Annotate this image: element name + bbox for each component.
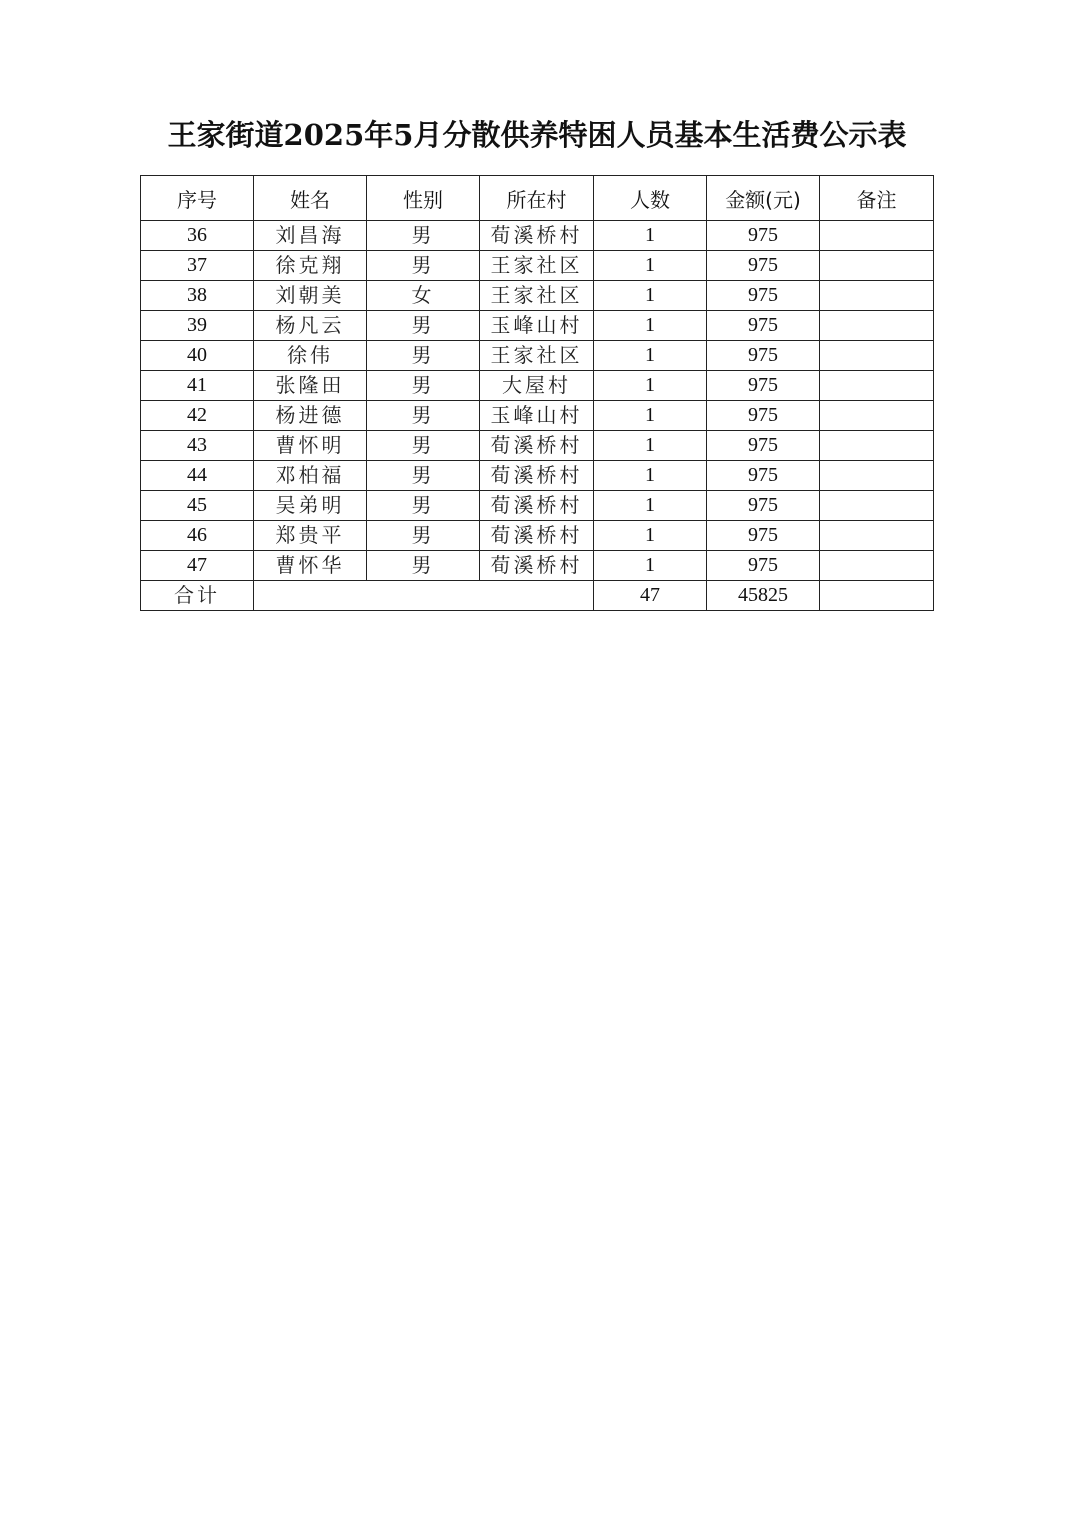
cell-seq: 37	[141, 251, 254, 281]
cell-amount: 975	[707, 311, 820, 341]
cell-amount: 975	[707, 371, 820, 401]
table-header	[141, 176, 934, 221]
table-row	[141, 251, 934, 281]
header-row	[141, 176, 934, 221]
cell-note	[820, 491, 934, 521]
cell-note	[820, 251, 934, 281]
table-row	[141, 551, 934, 581]
table-row	[141, 401, 934, 431]
cell-village: 大屋村	[480, 371, 594, 401]
cell-note	[820, 551, 934, 581]
cell-amount: 975	[707, 251, 820, 281]
cell-count: 1	[594, 461, 707, 491]
header-note: 备注	[820, 176, 934, 221]
cell-gender: 女	[367, 281, 480, 311]
header-village: 所在村	[480, 176, 594, 221]
page-title: 王家街道2025年5月分散供养特困人员基本生活费公示表	[167, 118, 907, 152]
cell-village: 荀溪桥村	[480, 491, 594, 521]
cell-village: 王家社区	[480, 251, 594, 281]
cell-count: 1	[594, 341, 707, 371]
header-count: 人数	[594, 176, 707, 221]
cell-name: 吴弟明	[254, 491, 367, 521]
cell-count: 1	[594, 521, 707, 551]
cell-note	[820, 221, 934, 251]
cell-count: 1	[594, 251, 707, 281]
cell-count: 1	[594, 311, 707, 341]
cell-note	[820, 371, 934, 401]
cell-seq: 42	[141, 401, 254, 431]
cell-note	[820, 311, 934, 341]
cell-note	[820, 431, 934, 461]
cell-village: 荀溪桥村	[480, 551, 594, 581]
cell-note	[820, 341, 934, 371]
cell-gender: 男	[367, 251, 480, 281]
cell-seq: 45	[141, 491, 254, 521]
cell-amount: 975	[707, 491, 820, 521]
cell-seq: 39	[141, 311, 254, 341]
cell-count: 1	[594, 431, 707, 461]
cell-amount: 975	[707, 221, 820, 251]
cell-village: 荀溪桥村	[480, 431, 594, 461]
cell-name: 张隆田	[254, 371, 367, 401]
cell-village: 荀溪桥村	[480, 521, 594, 551]
header-name: 姓名	[254, 176, 367, 221]
cell-seq: 47	[141, 551, 254, 581]
table-footer	[141, 581, 934, 611]
table-row	[141, 371, 934, 401]
cell-seq: 43	[141, 431, 254, 461]
total-blank-cell	[254, 581, 594, 611]
cell-amount: 975	[707, 551, 820, 581]
cell-village: 玉峰山村	[480, 401, 594, 431]
cell-seq: 46	[141, 521, 254, 551]
table-body	[141, 221, 934, 581]
table-row	[141, 281, 934, 311]
table-row	[141, 431, 934, 461]
cell-name: 杨凡云	[254, 311, 367, 341]
cell-note	[820, 461, 934, 491]
cell-gender: 男	[367, 221, 480, 251]
cell-amount: 975	[707, 401, 820, 431]
cell-amount: 975	[707, 431, 820, 461]
cell-gender: 男	[367, 551, 480, 581]
header-seq: 序号	[141, 176, 254, 221]
header-gender: 性别	[367, 176, 480, 221]
total-note	[820, 581, 934, 611]
cell-gender: 男	[367, 341, 480, 371]
table-row	[141, 311, 934, 341]
total-count: 47	[594, 581, 707, 611]
table-row	[141, 521, 934, 551]
cell-amount: 975	[707, 341, 820, 371]
total-amount: 45825	[707, 581, 820, 611]
cell-gender: 男	[367, 371, 480, 401]
cell-count: 1	[594, 401, 707, 431]
table-row	[141, 491, 934, 521]
subsidy-table	[140, 175, 934, 611]
cell-name: 郑贵平	[254, 521, 367, 551]
cell-seq: 38	[141, 281, 254, 311]
cell-name: 徐克翔	[254, 251, 367, 281]
cell-gender: 男	[367, 461, 480, 491]
cell-seq: 36	[141, 221, 254, 251]
cell-count: 1	[594, 281, 707, 311]
header-amount: 金额(元)	[707, 176, 820, 221]
cell-count: 1	[594, 371, 707, 401]
total-label: 合计	[141, 581, 254, 611]
cell-name: 徐伟	[254, 341, 367, 371]
cell-note	[820, 521, 934, 551]
cell-village: 荀溪桥村	[480, 461, 594, 491]
cell-amount: 975	[707, 461, 820, 491]
cell-gender: 男	[367, 521, 480, 551]
cell-name: 邓柏福	[254, 461, 367, 491]
cell-name: 曹怀明	[254, 431, 367, 461]
cell-gender: 男	[367, 491, 480, 521]
cell-name: 杨进德	[254, 401, 367, 431]
cell-gender: 男	[367, 401, 480, 431]
total-row	[141, 581, 934, 611]
cell-amount: 975	[707, 521, 820, 551]
cell-village: 王家社区	[480, 341, 594, 371]
cell-count: 1	[594, 221, 707, 251]
table-row	[141, 221, 934, 251]
cell-seq: 44	[141, 461, 254, 491]
cell-village: 玉峰山村	[480, 311, 594, 341]
cell-village: 荀溪桥村	[480, 221, 594, 251]
cell-count: 1	[594, 551, 707, 581]
cell-seq: 40	[141, 341, 254, 371]
cell-name: 曹怀华	[254, 551, 367, 581]
cell-gender: 男	[367, 311, 480, 341]
cell-count: 1	[594, 491, 707, 521]
cell-seq: 41	[141, 371, 254, 401]
cell-note	[820, 281, 934, 311]
table-row	[141, 341, 934, 371]
cell-name: 刘昌海	[254, 221, 367, 251]
cell-name: 刘朝美	[254, 281, 367, 311]
cell-gender: 男	[367, 431, 480, 461]
cell-village: 王家社区	[480, 281, 594, 311]
cell-note	[820, 401, 934, 431]
cell-amount: 975	[707, 281, 820, 311]
table-row	[141, 461, 934, 491]
